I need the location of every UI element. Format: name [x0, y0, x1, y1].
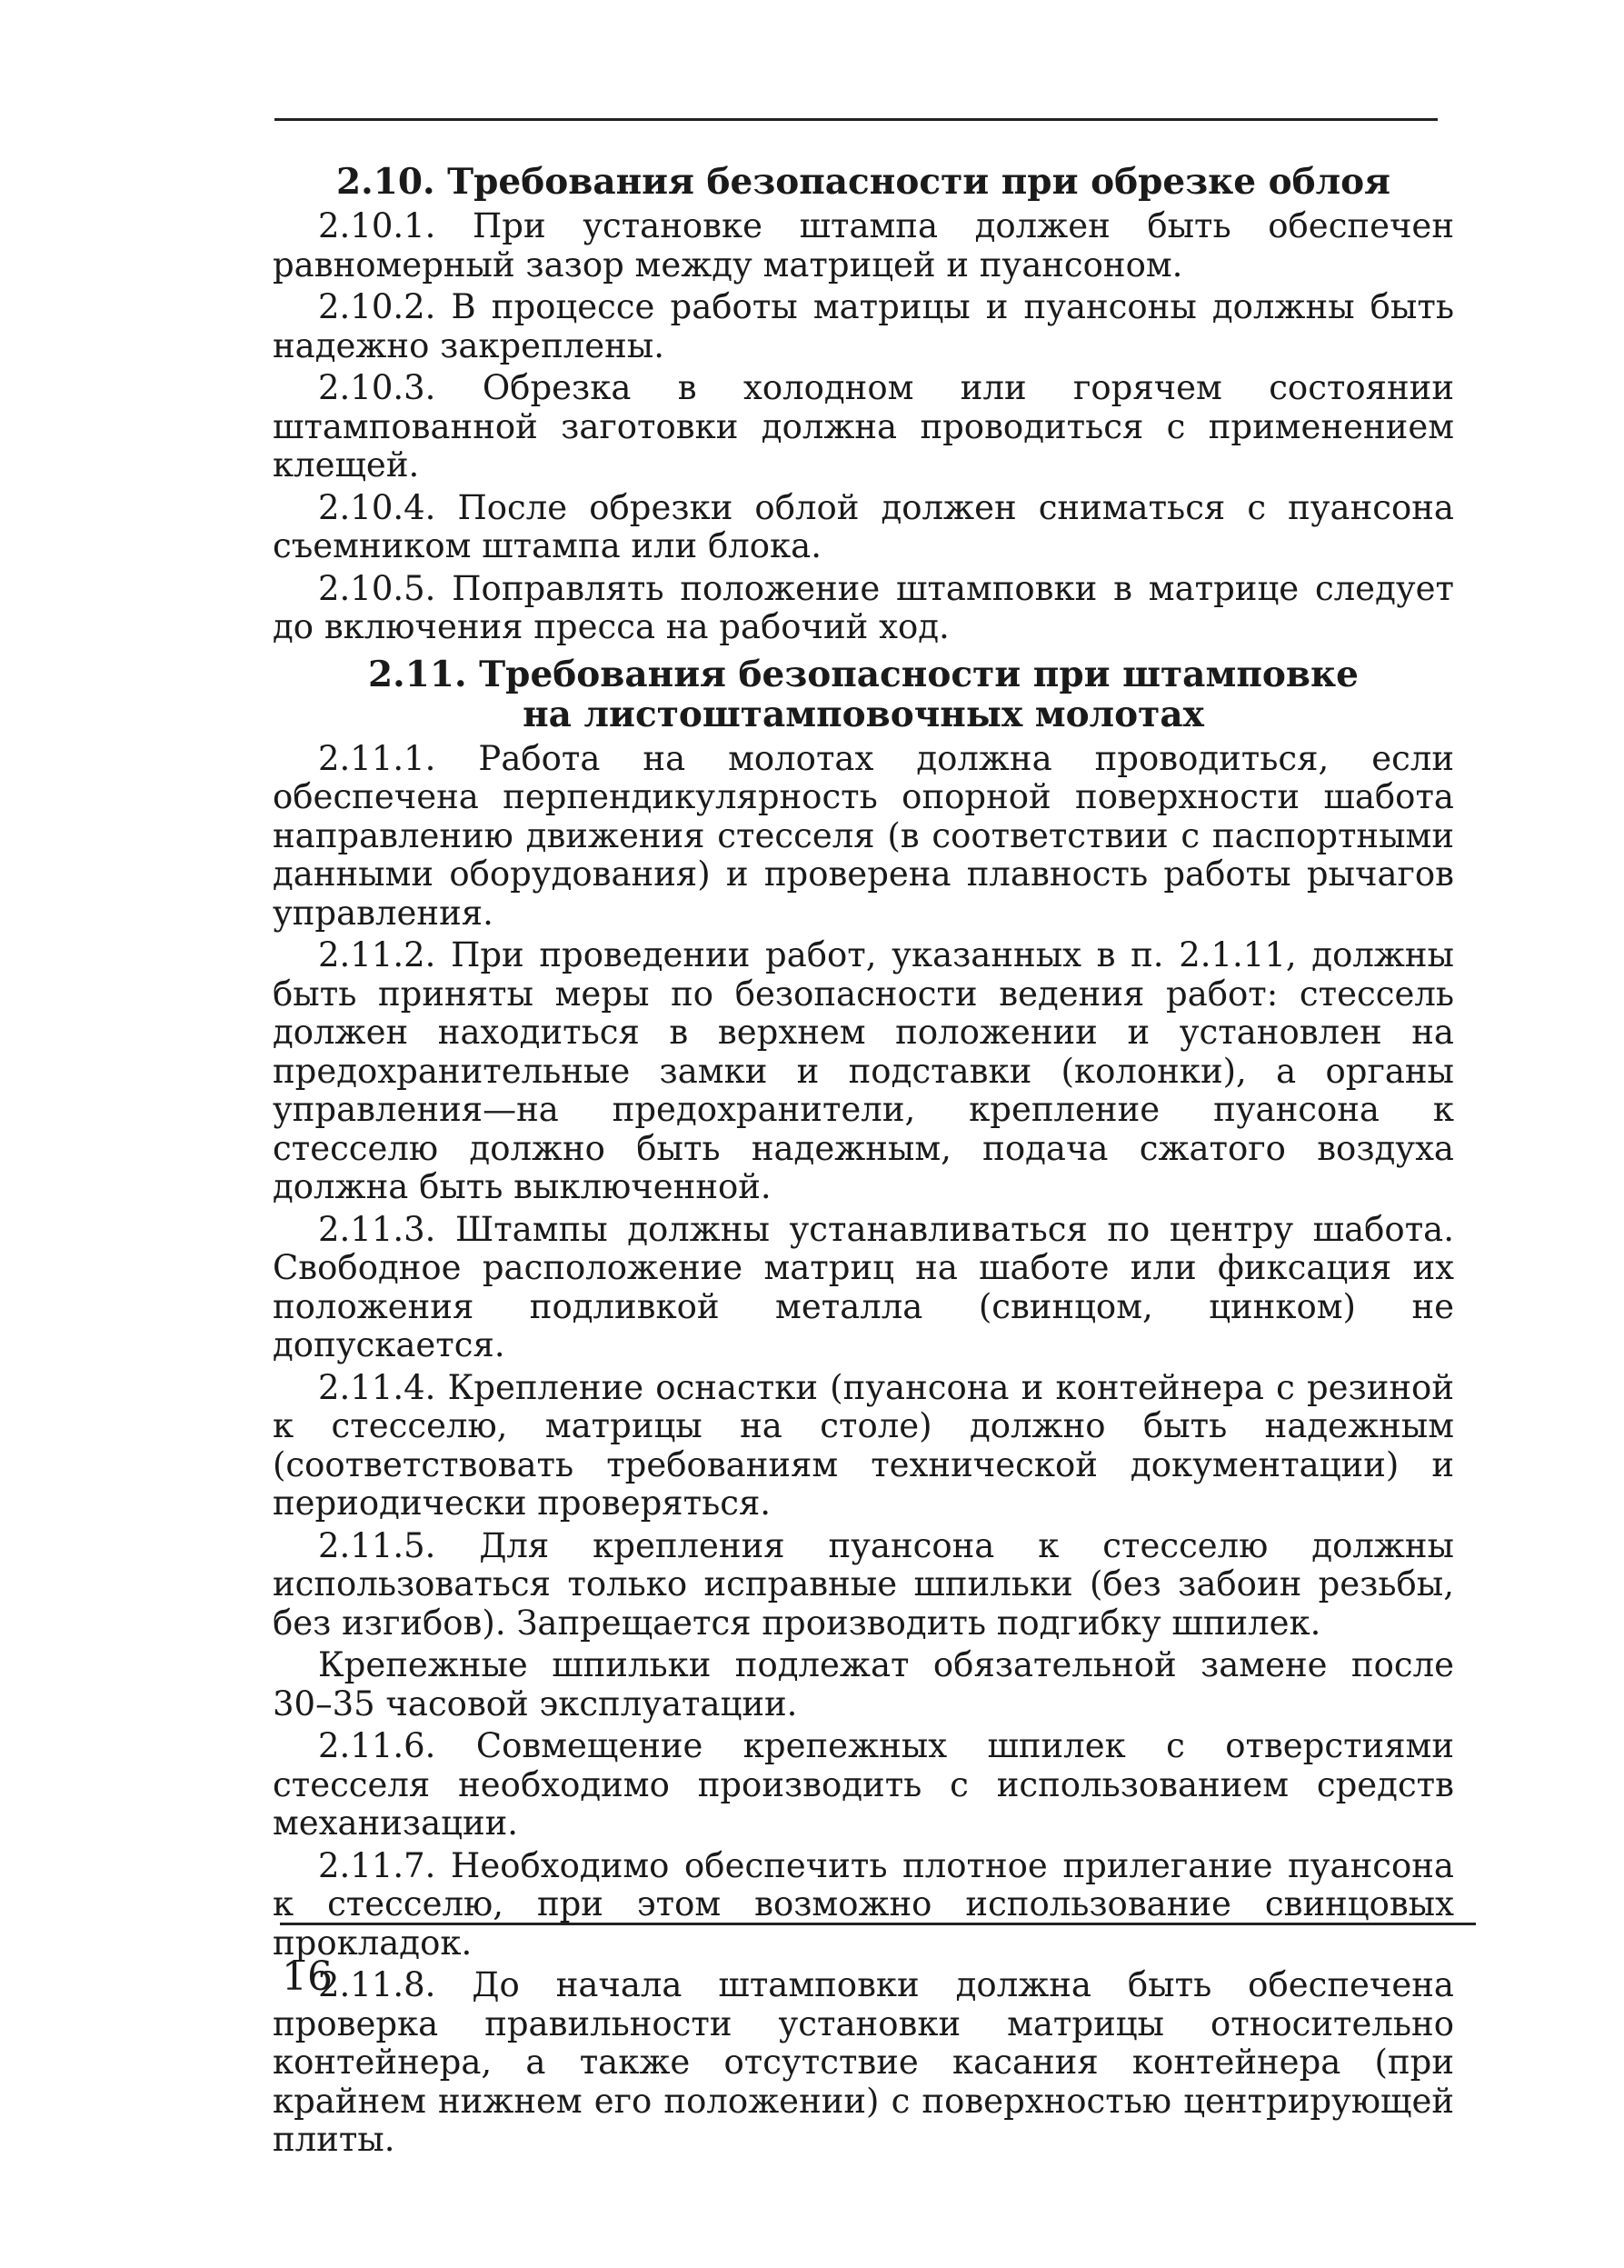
- paragraph-2-10-4: 2.10.4. После обрезки облой должен сниматься с пуансона съемником штампа или блока.: [273, 487, 1454, 565]
- paragraph-2-11-6: 2.11.6. Совмещение крепежных шпилек с отверстиями стесселя необходимо производить с использованием средств механизации.: [273, 1726, 1454, 1843]
- paragraph-2-11-5: 2.11.5. Для крепления пуансона к стесселю должны использоваться только исправные шпильки (без забоин резьбы, без изгибов). Запрещается производить подгибку шпилек.: [273, 1525, 1454, 1643]
- paragraph-2-10-3: 2.10.3. Обрезка в холодном или горячем состоянии штампованной заготовки должна проводиться с применением клещей.: [273, 368, 1454, 485]
- section-heading-2-11: [273, 654, 1454, 734]
- page-content: [273, 162, 1454, 2163]
- paragraph-2-10-1: 2.10.1. При установке штампа должен быть обеспечен равномерный зазор между матрицей и пуансоном.: [273, 206, 1454, 285]
- page-number: 16: [282, 1953, 333, 2000]
- paragraph-2-10-2: 2.10.2. В процессе работы матрицы и пуансоны должны быть надежно закреплены.: [273, 287, 1454, 365]
- paragraph-2-11-7: 2.11.7. Необходимо обеспечить плотное прилегание пуансона к стесселю, при этом возможно использование свинцовых прокладок.: [273, 1845, 1454, 1963]
- paragraph-2-11-8: 2.11.8. До начала штамповки должна быть обеспечена проверка правильности установки матрицы относительно контейнера, а также отсутствие касания контейнера (при крайнем нижнем его положении) с поверхностью центрирующей плиты.: [273, 1965, 1454, 2159]
- top-rule: [274, 118, 1438, 121]
- paragraph-2-11-4: 2.11.4. Крепление оснастки (пуансона и контейнера с резиной к стесселю, матрицы на столе) должно быть надежным (соответствовать требованиям технической документации) и периодически проверяться.: [273, 1367, 1454, 1523]
- paragraph-2-11-2: 2.11.2. При проведении работ, указанных в п. 2.1.11, должны быть приняты меры по безопасности ведения работ: стессель должен находиться в верхнем положении и установлен на предохранительные замки и подставки (колонки), а органы управления—на предохранители, крепление пуансона к стесселю должно быть надежным, подача сжатого воздуха должна быть выключенной.: [273, 935, 1454, 1206]
- bottom-rule: [280, 1923, 1476, 1925]
- section-heading-2-11-line2: на листоштамповочных молотах: [523, 693, 1204, 735]
- section-heading-2-10: 2.10. Требования безопасности при обрезке облоя: [336, 161, 1390, 203]
- paragraph-2-10-5: 2.10.5. Поправлять положение штамповки в матрице следует до включения пресса на рабочий ход.: [273, 568, 1454, 646]
- paragraph-2-11-3: 2.11.3. Штампы должны устанавливаться по центру шабота. Свободное расположение матриц на шаботе или фиксация их положения подливкой металла (свинцом, цинком) не допускается.: [273, 1209, 1454, 1364]
- paragraph-2-11-5-note: Крепежные шпильки подлежат обязательной замене после 30–35 часовой эксплуатации.: [273, 1645, 1454, 1723]
- section-heading-2-11-line1: 2.11. Требования безопасности при штамповке: [368, 653, 1359, 695]
- paragraph-2-11-1: 2.11.1. Работа на молотах должна проводиться, если обеспечена перпендикулярность опорной поверхности шабота направлению движения стесселя (в соответствии с паспортными данными оборудования) и проверена плавность работы рычагов управления.: [273, 738, 1454, 933]
